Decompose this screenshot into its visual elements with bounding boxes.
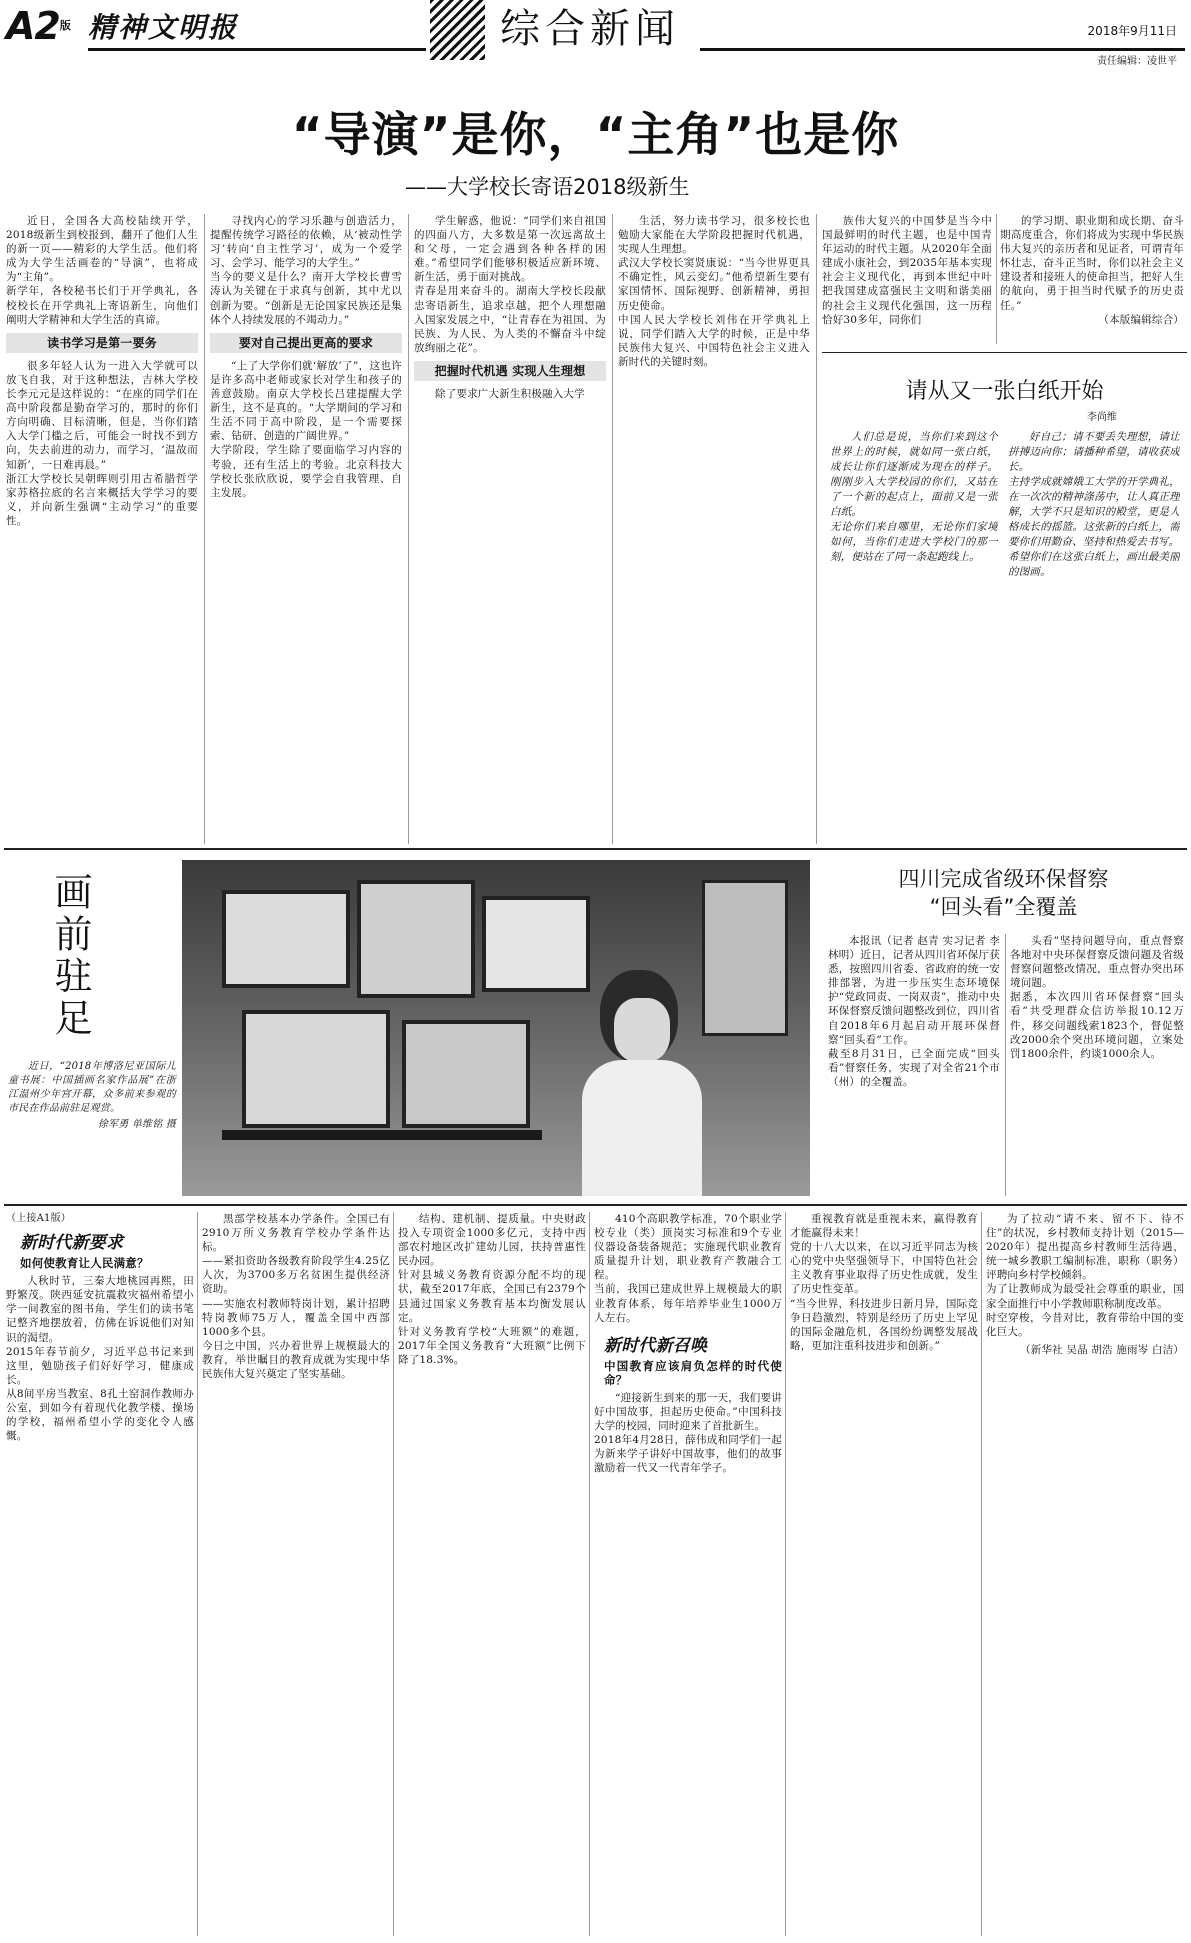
- cont-column-6: [986, 1212, 1184, 1936]
- easel-stand: [222, 1130, 542, 1140]
- lead-subhead-1: 读书学习是第一要务: [6, 333, 198, 353]
- cont-source: （新华社 吴晶 胡浩 施雨岑 白洁）: [1020, 1343, 1184, 1356]
- photo-title-text: 画前驻足: [48, 872, 92, 1040]
- sichuan-column-1: [828, 934, 1000, 1196]
- editor-credit: 责任编辑：凌世平: [1097, 56, 1177, 67]
- issue-date: 2018年9月11日: [1087, 24, 1177, 38]
- cont-column-3: [398, 1212, 586, 1936]
- lead-column-2: [210, 214, 402, 844]
- sichuan-title-2: “回头看”全覆盖: [929, 895, 1078, 919]
- artwork-frame: [482, 896, 590, 992]
- cont-col5-body: 重视教育就是重视未来，赢得教育才能赢得未来！ 党的十八大以来，在以习近平同志为核心的党中央坚强领导下，中国特色社会主义教育事业取得了历史性成就，发生了历史性变革。 “当今世界，科技进步日新月异，国际竞争日趋激烈，特别是经历了历史上罕见的国际金融危机，各国纷纷调整发展战略，更加注重科技进步和创新。”: [790, 1213, 978, 1352]
- lead-col6-body: 的学习期、职业期和成长期、奋斗期高度重合，你们将成为实现中华民族伟大复兴的亲历者和见证者，可谓青年怀壮志，奋斗正当时，你们以社会主义建设者和接班人的使命担当，把好人生的航向，勇于担当时代赋予的历史责任。”: [1000, 215, 1184, 312]
- essay-column-1: [830, 430, 998, 840]
- cont-col1-body: 人秋时节，三秦大地桃园再熙，田野繁茂。陕西延安抗震救灾福州希望小学一间教室的图书角，学生们的读书笔记整齐地摆放着，仿佛在诉说他们对知识的渴望。 2015年春节前夕，习近平总书记来到这里，勉励孩子们好好学习，健康成长。 从8间平房当教室、8孔土窑洞作教师办公室，到如今有着现代化教学楼、操场的学校，福州希望小学的变化令人感慨。: [6, 1275, 194, 1443]
- cont-column-5: [790, 1212, 978, 1936]
- cont-col3-body: 结构、建机制、提质量。中央财政投入专项资金1000多亿元，支持中西部农村地区改扩建幼儿园，扶持普惠性民办园。 针对县城义务教育资源分配不均的现状，截至2017年底，全国已有2379个县通过国家义务教育基本均衡发展认定。 针对义务教育学校“大班额”的难题，2017年全国义务教育“大班额”比例下降了18.3%。: [398, 1213, 586, 1366]
- section-title: 综合新闻: [500, 6, 680, 52]
- essay-title: 请从又一张白纸开始: [905, 379, 1104, 404]
- exhibition-photo: [182, 860, 810, 1196]
- cont-column-2: [202, 1212, 390, 1936]
- essay-author: 李尚维: [1087, 412, 1117, 423]
- cont-col6-body: 为了拉动“请不来、留不下、待不住”的状况，乡村教师支持计划（2015—2020年）提出提高乡村教师生活待遇，统一城乡教职工编制标准，职称（职务）评聘向乡村学校倾斜。 为了让教师成为最受社会尊重的职业，国家全面推行中小学教师职称制度改革。 时空穿梭，今昔对比，教育带给中国的变化巨大。: [986, 1213, 1184, 1338]
- lead-col3-intro: 学生解惑，他说：“同学们来自祖国的四面八方，大多数是第一次远离故土和父母，一定会遇到各种各样的困难。”希望同学们能够积极适应新环境、新生活，勇于面对挑战。 青春是用来奋斗的。湖南大学校长段献忠寄语新生，追求卓越，把个人理想融入国家发展之中，“让青春在为祖国、为民族、为人民、为人类的不懈奋斗中绽放绚丽之花”。: [414, 215, 606, 354]
- lead-subhead-3: 把握时代机遇 实现人生理想: [414, 361, 606, 381]
- lead-col4-body: 生活，努力读书学习，很多校长也勉励大家能在大学阶段把握时代机遇，实现人生理想。 武汉大学校长窦贤康说：“当今世界更具不确定性，风云变幻。”他希望新生要有家国情怀、国际视野、创新精神，勇担历史使命。 中国人民大学校长刘伟在开学典礼上说，同学们踏入大学的时候，正是中华民族伟大复兴、中国特色社会主义进入新时代的关键时刻。: [618, 215, 810, 368]
- lead-col3-body: 除了要求广大新生积极融入大学: [435, 388, 585, 401]
- cont-column-4: [594, 1212, 782, 1936]
- lead-col1-intro: 近日，全国各大高校陆续开学，2018级新生到校报到，翻开了他们人生的新一页——精彩的大学生活。他们将成为大学生活画卷的“导演”，也将成为“主角”。 新学年，各校秘书长们于开学典礼，各校校长在开学典礼上寄语新生，向他们阐明大学精神和大学生活的真谛。: [6, 215, 198, 326]
- artwork-frame: [222, 890, 350, 988]
- photo-vertical-title: [40, 872, 100, 1040]
- cont-subheading-2: 中国教育应该肩负怎样的时代使命？: [604, 1358, 782, 1387]
- cont-from-label: （上接A1版）: [6, 1213, 71, 1224]
- lead-headline: “导演”是你，“主角”也是你: [291, 108, 900, 163]
- lead-divider-2: [408, 214, 409, 844]
- lead-column-5: [822, 214, 992, 344]
- cont-subheading-1: 如何使教育让人民满意？: [20, 1256, 149, 1271]
- mid-rule: [4, 848, 1187, 850]
- paper-name-logo: 精神文明报: [88, 11, 239, 44]
- lead-source: （本版编辑综合）: [1098, 313, 1184, 326]
- lead-divider-4: [816, 214, 817, 844]
- header-rule-left: [88, 48, 426, 51]
- photo-credit: 徐军勇 单维铭 摄: [97, 1119, 176, 1130]
- sichuan-col1-body: 本报讯（记者 赵青 实习记者 李林明）近日，记者从四川省环保厅获悉，按照四川省委、省政府的统一安排部署，为进一步压实生态环境保护“党政同责、一岗双责”，推动中央环保督察反馈问题整改到位，四川省自2018年6月起启动开展环保督察“回头看”工作。 截至8月31日，已全面完成“回头看”督察任务，实现了对全省21个市（州）的全覆盖。: [828, 935, 1000, 1088]
- cont-heading-2: 新时代新召唤: [604, 1335, 708, 1356]
- essay-column-2: [1008, 430, 1180, 840]
- essay-top-rule: [822, 352, 1187, 353]
- cont-col2-body: 黑部学校基本办学条件。全国已有2910万所义务教育学校办学条件达标。 ——紧扣资助各级教育阶段学生4.25亿人次，为3700多万名贫困生提供经济资助。 ——实施农村教师特岗计划，累计招聘特岗教师75万人，覆盖全国中西部1000多个县。 今日之中国，兴办着世界上规模最大的教育，举世瞩目的教育成就为实现中华民族伟大复兴奠定了坚实基础。: [202, 1213, 390, 1381]
- essay-col2-body: 好自己；请不要丢失理想，请让拼搏迈向你；请播种希望，请收获成长。 主持学成就嫦娥工大学的开学典礼，在一次次的精神涤荡中，让人真正理解，大学不只是知识的殿堂，更是人格成长的摇篮。这张新的白纸上，需要你们用勤奋、坚持和热爱去书写。 希望你们在这张白纸上，画出最美丽的图画。: [1008, 431, 1180, 578]
- girl-face: [614, 998, 670, 1062]
- lead-column-6: [1000, 214, 1184, 344]
- cont-heading-1: 新时代新要求: [20, 1233, 124, 1254]
- cont-divider-3: [589, 1212, 590, 1936]
- lead-col1-body: 很多年轻人认为一进入大学就可以放飞自我，对于这种想法，吉林大学校长李元元是这样说的：“在座的同学们在高中阶段都是勤奋学习的，那时的你们方向明确、目标清晰，但是，当你们踏入大学门槛之后，可能会一时找不到方向，失去前进的动力，而学习，‘温故而知新’，一日难再晨。” 浙江大学校长吴朝晖则引用古希腊哲学家苏格拉底的名言来概括大学学习的要义，并向新生强调“主动学习”的重要性。: [6, 359, 198, 527]
- lead-subtitle: ——大学校长寄语2018级新生: [405, 175, 690, 199]
- header-slash-decor: [430, 0, 485, 60]
- sichuan-column-2: [1010, 934, 1184, 1196]
- lead-col2-body: “上了大学你们就‘解放’了”，这也许是许多高中老师或家长对学生和孩子的善意鼓励。南京大学校长吕建提醒大学新生，这不是真的。“大学期间的学习和生活不同于高中阶段，是一个需要探索、钻研、创造的广阔世界。” 大学阶段，学生除了要面临学习内容的考验，还有生活上的考验。北京科技大学校长张欣欣说，要学会自我管理、自主发展。: [210, 359, 402, 499]
- lead-col2-intro: 寻找内心的学习乐趣与创造活力，提醒传统学习路径的依赖，从‘被动性学习’转向‘自主性学习’，成为一个爱学习、会学习、能学习的大学生。” 当今的要义是什么？南开大学校长曹雪涛认为关键在于求真与创新，其中尤以创新为要。“创新是无论国家民族还是集体个人持续发展的不竭动力。”: [210, 215, 402, 326]
- header-rule-right: [700, 48, 1185, 51]
- lead-column-3: [414, 214, 606, 844]
- lead-column-4: [618, 214, 810, 844]
- sichuan-divider: [1005, 934, 1006, 1196]
- sichuan-title-1: 四川完成省级环保督察: [898, 867, 1109, 891]
- sichuan-col2-body: 头看”坚持问题导向，重点督察各地对中央环保督察反馈问题及省级督察问题整改情况，重点督办突出环境问题。 据悉，本次四川省环保督察“回头看”共受理群众信访举报10.12万件，移交问题线索1823个，督促整改2000余个突出环境问题，立案处罚1800余件，约谈1000余人。: [1010, 935, 1184, 1060]
- page-number: A2版: [6, 4, 70, 48]
- essay-col1-body: 人们总是说，当你们来到这个世界上的时候，就如同一张白纸，成长让你们逐渐成为现在的样子。刚刚步入大学校园的你们，又站在了一个新的起点上，面前又是一张白纸。 无论你们来自哪里，无论你们家境如何，当你们走进大学校门的那一刻，便站在了同一条起跑线上。: [830, 431, 998, 563]
- lead-column-1: [6, 214, 198, 844]
- lead-divider-1: [204, 214, 205, 844]
- lead-divider-5: [996, 214, 997, 344]
- photo-caption: [8, 1060, 176, 1132]
- masthead: [0, 0, 1191, 70]
- girl-body: [582, 1060, 702, 1196]
- artwork-frame: [242, 1010, 390, 1128]
- cont-col4b-body: “迎接新生到来的那一天，我们要讲好中国故事，担起历史使命。”中国科技大学的校园，同时迎来了首批新生。 2018年4月28日，薛伟成和同学们一起为新来学子讲好中国故事，他们的故事激励着一代又一代青年学子。: [594, 1391, 782, 1475]
- lead-col5-body: 族伟大复兴的中国梦是当今中国最鲜明的时代主题，也是中国青年运动的时代主题。从2020年全面建成小康社会，到2035年基本实现社会主义现代化，再到本世纪中叶把我国建成富强民主文明和谐美丽的社会主义现代化强国，这一历程恰好30多年，同你们: [822, 215, 992, 326]
- artwork-frame: [402, 1020, 530, 1128]
- cont-divider-2: [393, 1212, 394, 1936]
- artwork-frame: [357, 880, 475, 998]
- artwork-frame: [702, 880, 788, 1036]
- lower-rule: [4, 1204, 1187, 1206]
- cont-col4-body: 410个高职教学标准，70个职业学校专业（类）顶岗实习标准和9个专业仪器设备装备规范；实施现代职业教育质量提升计划，职业教育产教融合工程。 当前，我国已建成世界上规模最大的职业教育体系，每年培养毕业生1000万人左右。: [594, 1213, 782, 1324]
- cont-divider-1: [197, 1212, 198, 1936]
- lead-subhead-2: 要对自己提出更高的要求: [210, 333, 402, 353]
- cont-column-1: [6, 1212, 194, 1936]
- photo-caption-text: 近日，“2018年博洛尼亚国际儿童书展：中国插画名家作品展”在浙江温州少年宫开幕，众多前来参观的市民在作品前驻足观赏。: [8, 1061, 176, 1114]
- lead-divider-3: [612, 214, 613, 844]
- cont-divider-4: [785, 1212, 786, 1936]
- cont-divider-5: [981, 1212, 982, 1936]
